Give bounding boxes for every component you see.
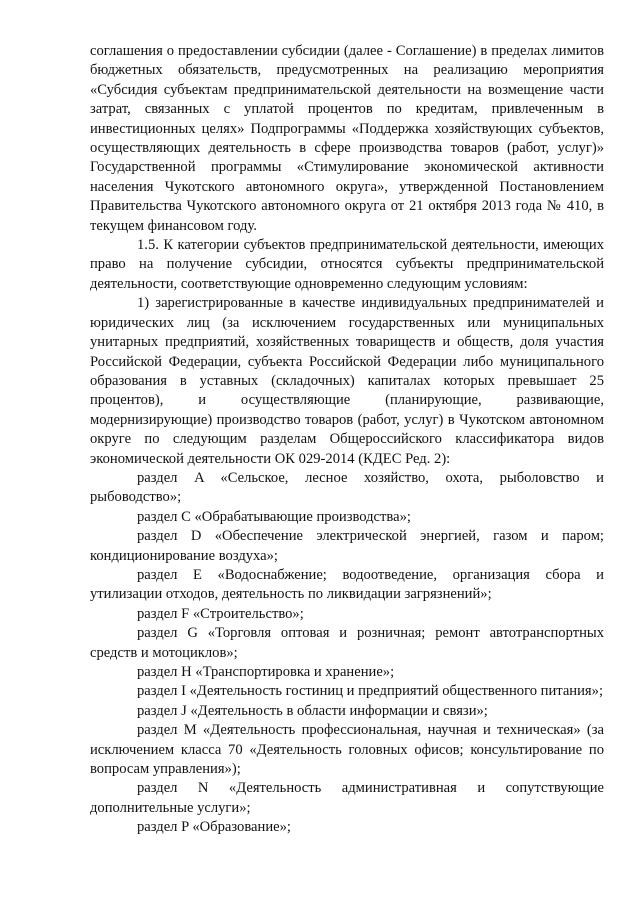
section-m-item: раздел M «Деятельность профессиональная, научная и техническая» (за исключением класса 70 «Деятельность головных офисов; консультирование по вопросам управления»); <box>90 722 604 778</box>
section-a-item: раздел A «Сельское, лесное хозяйство, охота, рыболовство и рыбоводство»; <box>90 469 604 506</box>
paragraph-intro: соглашения о предоставлении субсидии (далее - Соглашение) в пределах лимитов бюджетных обязательств, предусмотренных на реализацию мероприятия «Субсидия субъектам предпринимательской деятельности на возмещение части затрат, связанных с уплатой процентов по кредитам, привлеченным в инвестиционных целях» Подпрограммы «Поддержка хозяйствующих субъектов, осуществляющих деятельность в сфере производства товаров (работ, услуг)» Государственной программы «Стимулирование экономической активности населения Чукотского автономного округа», утвержденной Постановлением Правительства Чукотского автономного округа от 21 октября 2013 года № 410, в текущем финансовом году. <box>90 43 604 234</box>
document-page <box>90 42 604 838</box>
section-h-item: раздел H «Транспортировка и хранение»; <box>137 664 395 680</box>
paragraph-1-5: 1.5. К категории субъектов предпринимательской деятельности, имеющих право на получение субсидии, относятся субъекты предпринимательской деятельности, соответствующие одновременно следующим условиям: <box>90 237 604 292</box>
section-e-item: раздел E «Водоснабжение; водоотведение, организация сбора и утилизации отходов, деятельность по ликвидации загрязнений»; <box>90 566 604 603</box>
section-f-item: раздел F «Строительство»; <box>137 605 304 622</box>
section-g-item: раздел G «Торговля оптовая и розничная; ремонт автотранспортных средств и мотоциклов»; <box>90 625 604 661</box>
section-d-item: раздел D «Обеспечение электрической энергией, газом и паром; кондиционирование воздуха»; <box>90 528 604 564</box>
section-n-item: раздел N «Деятельность административная и сопутствующие дополнительные услуги»; <box>90 780 604 816</box>
section-p-item: раздел P «Образование»; <box>137 819 291 836</box>
section-j-item: раздел J «Деятельность в области информации и связи»; <box>137 702 488 719</box>
section-i-item: раздел I «Деятельность гостиниц и предприятий общественного питания»; <box>137 683 603 700</box>
paragraph-condition-1: 1) зарегистрированные в качестве индивидуальных предпринимателей и юридических лиц (за исключением государственных или муниципальных унитарных предприятий, хозяйственных товариществ и обществ, доля участия Российской Федерации, субъекта Российской Федерации либо муниципального образования в уставных (складочных) капиталах которых превышает 25 процентов), и осуществляющие (планирующие, развивающие, модернизирующие) производство товаров (работ, услуг) в Чукотском автономном округе по следующим разделам Общероссийского классификатора видов экономической деятельности ОК 029-2014 (КДЕС Ред. 2): <box>90 295 604 467</box>
section-c-item: раздел C «Обрабатывающие производства»; <box>137 508 411 525</box>
